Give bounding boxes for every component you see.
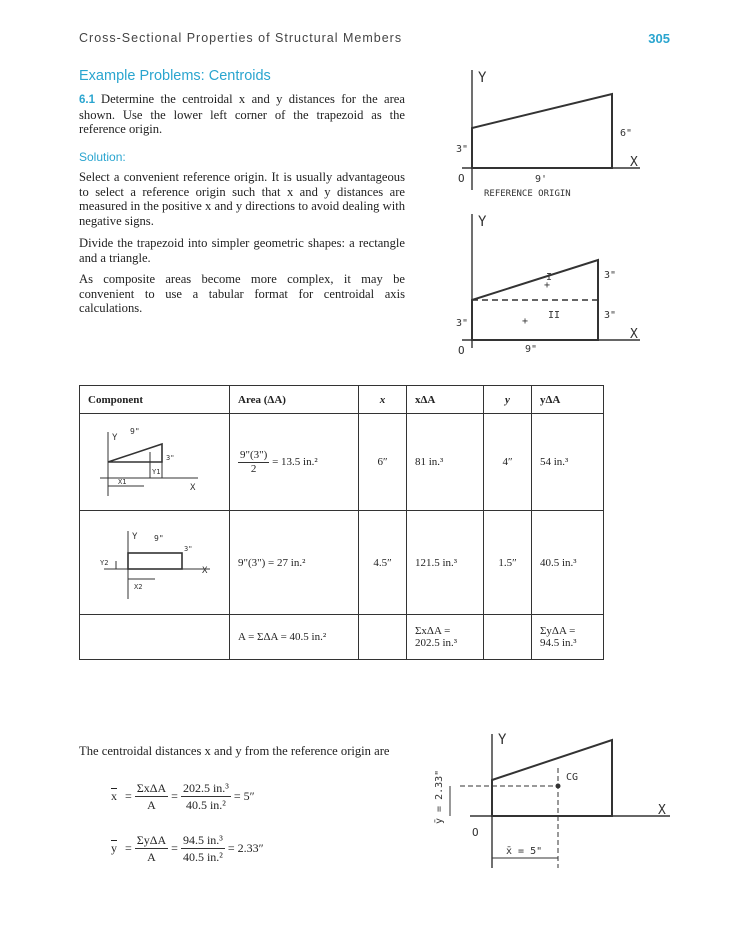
right-height-label: 6" xyxy=(620,128,633,139)
sketch-x2-label: X2 xyxy=(134,583,143,591)
x-axis-label: X xyxy=(630,327,638,342)
xbar-num1: ΣxΔA xyxy=(136,781,167,795)
header-yda: yΔA xyxy=(532,386,604,414)
header-y: y xyxy=(484,386,532,414)
empty-cell xyxy=(484,615,532,660)
problem-text: Determine the centroidal x and y distances for the area shown. Use the lower left corner of the trapezoid as the reference origin. xyxy=(79,92,405,136)
centroid-1-marker: + xyxy=(544,280,551,291)
ybar-equals: = xyxy=(125,841,132,855)
origin-label: O xyxy=(458,172,465,185)
rectangle-sketch xyxy=(80,513,220,609)
y-cell: 4″ xyxy=(484,414,532,511)
header-xda: xΔA xyxy=(407,386,484,414)
table-totals-row xyxy=(80,615,604,660)
sketch-dim-label: 3" xyxy=(166,453,175,462)
ybar-label: ȳ = 2.33" xyxy=(434,769,445,824)
triangle-sketch xyxy=(80,416,220,506)
xbar-result: = 5″ xyxy=(233,789,255,803)
right-bottom-dim-label: 3" xyxy=(604,310,617,321)
figure-divided-trapezoid xyxy=(440,206,660,356)
x-axis-label: X xyxy=(630,155,638,170)
problem-number: 6.1 xyxy=(79,94,95,106)
x-axis-label: X xyxy=(658,803,666,818)
area-cell xyxy=(230,414,359,511)
figure-centroid-location xyxy=(420,728,680,878)
ybar-num1: ΣyΔA xyxy=(136,833,167,847)
area-cell: 9"(3") = 27 in.² xyxy=(230,511,359,615)
total-yda-cell xyxy=(532,615,604,660)
xbar-den1: A xyxy=(147,798,156,812)
ybar-fraction-2 xyxy=(181,832,225,865)
xbar-num2: 202.5 in.³ xyxy=(182,781,229,795)
total-yda-line1: ΣyΔA = xyxy=(540,625,576,637)
ybar-equation: $\overline{y}$ = $\frac{\text{ΣyΔA}}{A}$ = $\frac{\text{94.5 in.³}}{\text{40.5 in.²}}$ = 2.33″ xyxy=(106,832,264,865)
yda-cell: 54 in.³ xyxy=(532,414,604,511)
width-label: 9' xyxy=(535,174,548,185)
running-head: Cross-Sectional Properties of Structural Members xyxy=(79,31,403,45)
total-xda-line2: 202.5 in.³ xyxy=(415,637,458,649)
problem-statement xyxy=(79,92,405,137)
conclusion-text: The centroidal distances x and y from the reference origin are xyxy=(79,744,390,758)
header-x: x xyxy=(359,386,407,414)
rectangle-sketch-cell xyxy=(80,511,230,615)
header-area: Area (ΔA) xyxy=(230,386,359,414)
sketch-dim-label: 3" xyxy=(184,545,193,553)
sketch-width-label: 9" xyxy=(130,426,140,436)
ybar-den1: A xyxy=(147,850,156,864)
xbar-fraction-2 xyxy=(181,780,231,813)
sketch-x-label: X xyxy=(190,482,196,493)
trapezoid-shape xyxy=(492,740,612,816)
xbar-den2: 40.5 in.² xyxy=(185,798,226,812)
sketch-y-label: Y xyxy=(112,432,118,443)
header-component: Component xyxy=(80,386,230,414)
area-denominator: 2 xyxy=(250,462,257,475)
area-result: = 13.5 in.² xyxy=(272,455,318,468)
y-axis-label: Y xyxy=(478,70,487,86)
cg-point xyxy=(556,784,561,789)
y-axis-label: Y xyxy=(498,732,507,748)
xda-cell: 81 in.³ xyxy=(407,414,484,511)
ybar-den2: 40.5 in.² xyxy=(182,850,223,864)
total-yda-line2: 94.5 in.³ xyxy=(540,637,577,649)
left-height-label: 3" xyxy=(456,144,469,155)
reference-origin-label: REFERENCE ORIGIN xyxy=(484,189,571,199)
x-cell: 6″ xyxy=(359,414,407,511)
trapezoid-shape xyxy=(472,94,612,168)
origin-label: O xyxy=(472,826,479,839)
y-axis-label: Y xyxy=(478,214,487,230)
xbar-equation: $\overline{x}$ = $\frac{\text{ΣxΔA}}{A}$ = $\frac{\text{202.5 in.³}}{\text{40.5 in.²}}$ = 5″ xyxy=(106,780,255,813)
ybar-fraction-1 xyxy=(135,832,168,865)
yda-cell: 40.5 in.³ xyxy=(532,511,604,615)
centroid-table xyxy=(79,385,604,660)
area-numerator: 9"(3") xyxy=(240,448,268,461)
sketch-y-label: Y xyxy=(132,532,138,542)
region-1-label: I xyxy=(546,272,553,283)
total-area-cell: A = ΣΔA = 40.5 in.² xyxy=(230,615,359,660)
x-cell: 4.5″ xyxy=(359,511,407,615)
sketch-x-label: X xyxy=(202,566,208,576)
ybar-num2: 94.5 in.³ xyxy=(182,833,223,847)
cg-label: CG xyxy=(566,772,579,783)
xbar-label: x̄ = 5" xyxy=(506,846,543,857)
xbar-equals: = xyxy=(125,789,132,803)
y-cell: 1.5″ xyxy=(484,511,532,615)
width-label: 9" xyxy=(525,344,538,355)
xda-cell: 121.5 in.³ xyxy=(407,511,484,615)
ybar-symbol: $\overline{y}$ xyxy=(111,841,117,855)
table-row xyxy=(80,414,604,511)
origin-label: O xyxy=(458,344,465,356)
table-row xyxy=(80,511,604,615)
xbar-symbol: $\overline{x}$ xyxy=(111,789,117,803)
right-top-dim-label: 3" xyxy=(604,270,617,281)
ybar-result: = 2.33″ xyxy=(227,841,264,855)
table-header-row xyxy=(80,386,604,414)
sketch-x1-label: X1 xyxy=(118,477,127,486)
region-2-label: II xyxy=(548,310,561,321)
figure-trapezoid xyxy=(440,62,660,204)
section-heading: Example Problems: Centroids xyxy=(79,68,271,84)
sketch-y1-label: Y1 xyxy=(152,467,161,476)
paragraph-reference-origin: Select a convenient reference origin. It is usually advantageous to select a reference origin such that x and y distances are measured in the positive x and y directions to avoid dealing with negative signs. xyxy=(79,170,405,228)
left-dim-label: 3" xyxy=(456,318,469,329)
sketch-width-label: 9" xyxy=(154,534,164,543)
paragraph-divide: Divide the trapezoid into simpler geometric shapes: a rectangle and a triangle. xyxy=(79,236,405,265)
triangle-sketch-cell xyxy=(80,414,230,511)
centroid-2-marker: + xyxy=(522,316,529,327)
total-xda-cell xyxy=(407,615,484,660)
area-fraction xyxy=(238,449,269,476)
solution-label: Solution: xyxy=(79,150,126,164)
empty-cell xyxy=(359,615,407,660)
page-number: 305 xyxy=(648,31,670,46)
xbar-fraction-1 xyxy=(135,780,168,813)
sketch-y2-label: Y2 xyxy=(100,559,109,567)
empty-cell xyxy=(80,615,230,660)
total-xda-line1: ΣxΔA = xyxy=(415,625,451,637)
paragraph-tabular: As composite areas become more complex, it may be convenient to use a tabular format for centroidal axis calculations. xyxy=(79,272,405,315)
